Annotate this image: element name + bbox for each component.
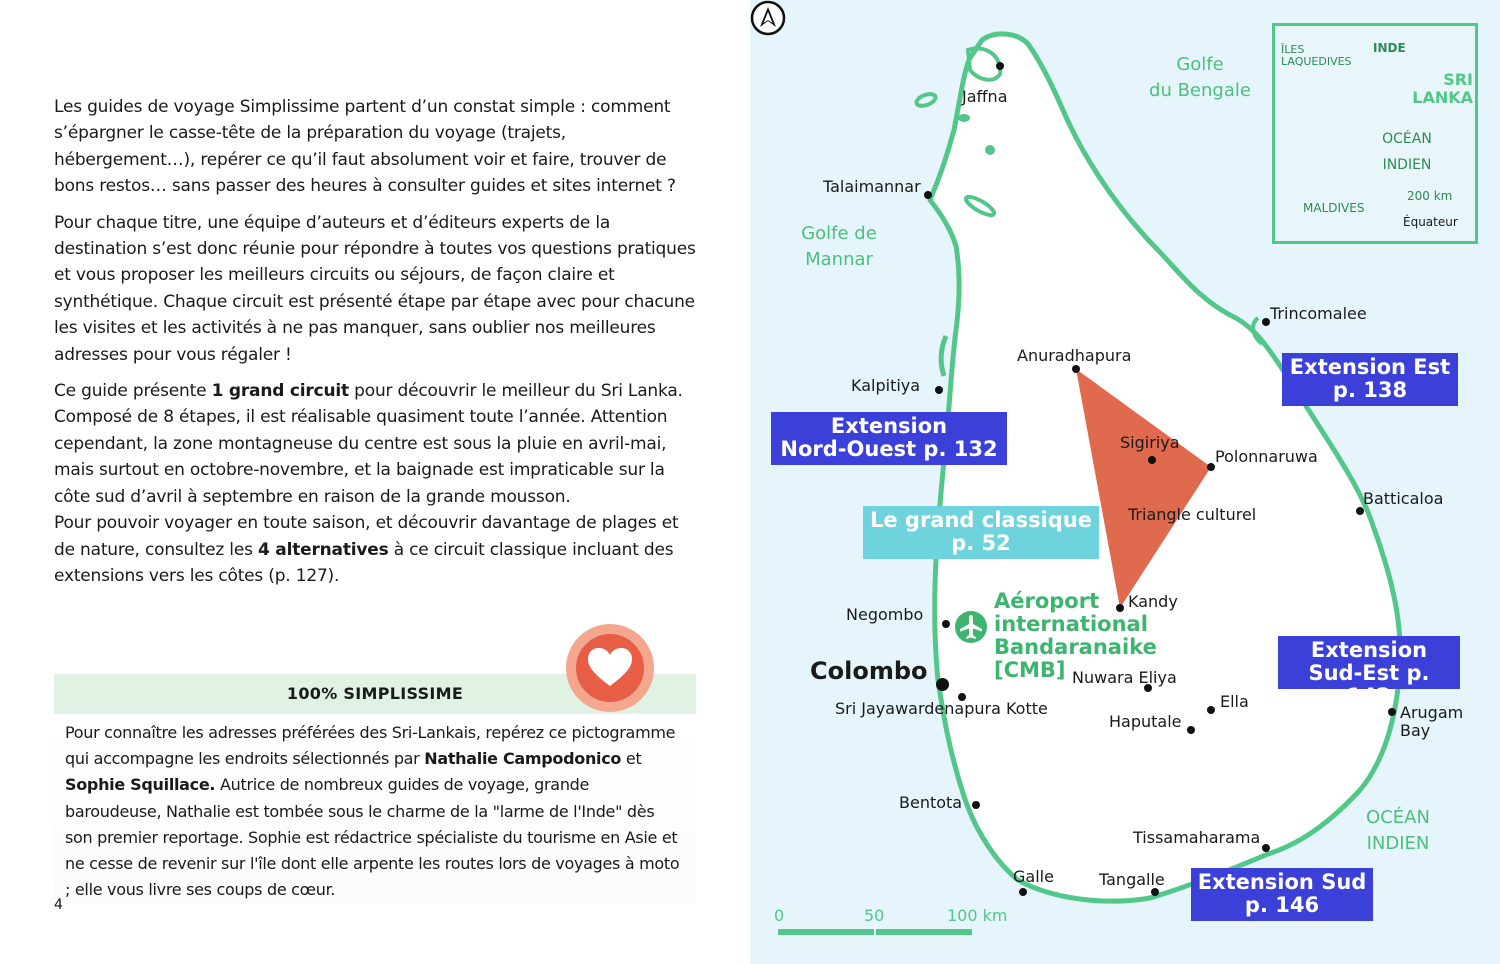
intro-paragraph-2: Pour chaque titre, une équipe d’auteurs et d’éditeurs experts de la destination s’est donc réunie pour répondre à toutes vos questions pratiques et vous proposer les meilleurs circuits ou séjours, de façon claire et synthétique. Chaque circuit est présenté étape par étape avec pour chacune les visites et les activités à ne pas manquer, sans oublier nos meilleures adresses pour vous régaler ! — [54, 212, 696, 365]
grand-classique-box: Le grand classique p. 52 — [863, 506, 1099, 559]
label-tangalle: Tangalle — [1099, 870, 1165, 889]
intro-paragraph-3 — [54, 378, 704, 510]
heart-badge — [566, 624, 654, 712]
label-sigiriya: Sigiriya — [1120, 433, 1180, 452]
sea-bengale: Golfe du Bengale — [1149, 54, 1251, 101]
author-1: Nathalie Campodonico — [424, 749, 622, 769]
intro-paragraph-4 — [54, 510, 704, 589]
airplane-icon — [954, 610, 988, 644]
p3-text-c: pour découvrir le meilleur du Sri Lanka. Composé de 8 étapes, il est réalisable quasiment toute l’année. Attention cependant, la zone montagneuse du centre est sous la pluie en avril-mai, mais surtout en octobre-novembre, et la baignade est impraticable sur la côte sud d’avril à septembre en raison de la grande mousson. — [54, 381, 683, 507]
label-arugam-bay: Arugam Bay — [1400, 703, 1464, 740]
label-polonnaruwa: Polonnaruwa — [1215, 447, 1318, 466]
extension-nord-ouest-box: Extension Nord-Ouest p. 132 — [771, 412, 1007, 465]
author-2: Sophie Squillace. — [65, 775, 216, 795]
extension-sud-box: Extension Sud p. 146 — [1191, 868, 1373, 921]
p3-bold: 1 grand circuit — [211, 381, 349, 402]
pin-colombo — [936, 678, 949, 691]
label-talaimannar: Talaimannar — [823, 177, 921, 196]
pin-tangalle — [1151, 888, 1159, 896]
p4-text-a: Pour pouvoir voyager en toute saison, et découvrir davantage de plages et de nature, consultez les — [54, 513, 679, 560]
label-bentota: Bentota — [899, 793, 963, 812]
label-galle: Galle — [1013, 867, 1054, 886]
label-haputale: Haputale — [1109, 712, 1182, 731]
pin-bentota — [972, 801, 980, 809]
inset-scale: 200 km — [1407, 189, 1453, 203]
extension-sud-est-box: Extension Sud-Est p. 142 — [1278, 636, 1460, 689]
inset-laquedives: ÎLES LAQUEDIVES — [1281, 43, 1352, 68]
heart-icon — [576, 634, 644, 702]
page-number: 4 — [54, 897, 63, 913]
label-kalpitiya: Kalpitiya — [851, 376, 921, 395]
sea-ocean-indien: OCÉAN INDIEN — [1366, 807, 1430, 854]
simplissime-body — [54, 714, 696, 903]
label-triangle-culturel: Triangle culturel — [1128, 505, 1257, 524]
pin-ella — [1207, 706, 1215, 714]
label-batticaloa: Batticaloa — [1363, 489, 1444, 508]
label-kotte: Sri Jayawardenapura Kotte — [835, 699, 1048, 718]
label-negombo: Negombo — [846, 605, 924, 624]
box-text-3: Autrice de nombreux guides de voyage, grande baroudeuse, Nathalie est tombée sous le charme de la "larme de l'Inde" dès son premier reportage. Sophie est rédactrice spécialiste du tourisme en Asie et ne cesse de revenir sur l'île dont elle arpente les routes lors de voyages à moto ; elle vous livre ses coups de cœur. — [65, 775, 680, 900]
scale-0: 0 — [774, 906, 785, 925]
extension-est-box: Extension Est p. 138 — [1282, 353, 1458, 406]
label-ella: Ella — [1220, 692, 1249, 711]
locator-inset-map — [1272, 23, 1478, 244]
inset-inde: INDE — [1373, 41, 1406, 55]
p3-text-a: Ce guide présente — [54, 381, 212, 402]
label-kandy: Kandy — [1128, 592, 1178, 611]
pin-haputale — [1187, 726, 1195, 734]
label-jaffna: Jaffna — [962, 87, 1008, 106]
inset-equateur: Équateur — [1403, 215, 1458, 229]
p4-text-c: à ce circuit classique incluant des extensions vers les côtes (p. 127). — [54, 539, 674, 586]
label-anuradhapura: Anuradhapura — [1017, 346, 1132, 365]
simplissime-title: 100% SIMPLISSIME — [54, 674, 696, 714]
pin-galle — [1019, 888, 1027, 896]
sri-lanka-map — [750, 0, 1500, 964]
pin-talaimannar — [924, 191, 932, 199]
pin-tissamaharama — [1262, 844, 1270, 852]
inset-ocean: OCÉAN INDIEN — [1382, 131, 1432, 173]
label-tissamaharama: Tissamaharama — [1133, 828, 1261, 847]
label-nuwara-eliya: Nuwara Eliya — [1072, 668, 1177, 687]
intro-text — [54, 94, 704, 599]
sea-mannar: Golfe de Mannar — [801, 223, 877, 270]
inset-maldives: MALDIVES — [1303, 201, 1365, 215]
pin-negombo — [942, 620, 950, 628]
box-text-1: Pour connaître les adresses préférées des Sri-Lankais, repérez ce pictogramme qui accompagne les endroits sélectionnés par — [65, 723, 676, 769]
pin-kalpitiya — [935, 386, 943, 394]
compass-north-icon — [750, 0, 786, 36]
airport-label: Aéroport international Bandaranaike [CMB] — [994, 589, 1157, 682]
pin-anuradhapura — [1072, 365, 1080, 373]
pin-sigiriya — [1148, 456, 1156, 464]
pin-arugam-bay — [1388, 708, 1396, 716]
inset-sri-lanka: SRI LANKA — [1412, 70, 1473, 107]
pin-batticaloa — [1356, 507, 1364, 515]
pin-polonnaruwa — [1207, 463, 1215, 471]
pin-jaffna — [996, 62, 1004, 70]
p4-bold: 4 alternatives — [257, 539, 389, 560]
intro-paragraph-1: Les guides de voyage Simplissime partent d’un constat simple : comment s’épargner le casse-tête de la préparation du voyage (trajets, hébergement…), repérer ce qu’il faut absolument voir et faire, trouver de bons restos… sans passer des heures à consulter guides et sites internet ? — [54, 97, 676, 197]
label-colombo: Colombo — [810, 657, 928, 685]
label-trincomalee: Trincomalee — [1270, 304, 1367, 323]
scale-50: 50 — [864, 906, 885, 925]
box-text-2: et — [621, 749, 642, 769]
pin-trincomalee — [1262, 318, 1270, 326]
scale-100: 100 km — [947, 906, 1008, 925]
